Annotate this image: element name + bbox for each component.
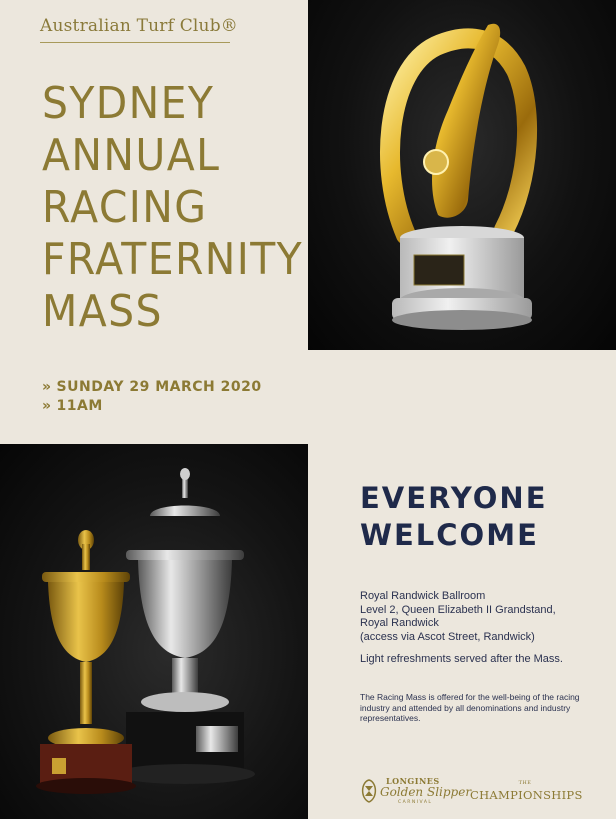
golden-slipper-trophy-illustration — [308, 0, 616, 350]
event-datetime — [42, 378, 262, 416]
longines-golden-slipper-logo — [358, 774, 472, 808]
title-line: MASS — [42, 286, 163, 337]
atc-logo: Australian Turf Club® — [40, 16, 238, 36]
logo-underline — [40, 42, 230, 43]
page-title — [42, 78, 323, 338]
venue-address — [360, 590, 600, 644]
welcome-heading — [360, 480, 548, 554]
cups-trophy-illustration — [0, 444, 308, 819]
welcome-line: EVERYONE — [360, 481, 548, 515]
title-line: FRATERNITY — [42, 234, 304, 285]
chevron-right-icon: » — [42, 379, 52, 395]
event-time — [42, 397, 262, 416]
championships-wordmark: CHAMPIONSHIPS — [470, 788, 583, 802]
cups-trophy-photo — [0, 444, 308, 819]
title-line: RACING — [42, 182, 208, 233]
event-date-text: SUNDAY 29 MARCH 2020 — [56, 379, 262, 395]
carnival-wordmark: CARNIVAL — [398, 800, 433, 805]
venue-line: Royal Randwick — [360, 617, 439, 629]
longines-wordmark: LONGINES — [386, 776, 440, 786]
title-line: ANNUAL — [42, 130, 221, 181]
championships-the: THE — [518, 780, 532, 786]
winged-hourglass-icon — [358, 778, 380, 804]
venue-line: Royal Randwick Ballroom — [360, 590, 486, 602]
title-line: SYDNEY — [42, 78, 215, 129]
event-time-text: 11AM — [56, 398, 103, 414]
golden-slipper-trophy-photo — [308, 0, 616, 350]
welcome-line: WELCOME — [360, 518, 539, 552]
event-date — [42, 378, 262, 397]
refreshments-note: Light refreshments served after the Mass. — [360, 653, 563, 665]
mass-description: The Racing Mass is offered for the well-being of the racing industry and attended by all denominations and industry representatives. — [360, 692, 580, 723]
golden-slipper-wordmark: Golden Slipper — [380, 785, 472, 799]
championships-logo — [470, 780, 583, 802]
venue-line: (access via Ascot Street, Randwick) — [360, 630, 535, 643]
venue-line: Level 2, Queen Elizabeth II Grandstand, — [360, 603, 556, 616]
chevron-right-icon: » — [42, 398, 52, 414]
